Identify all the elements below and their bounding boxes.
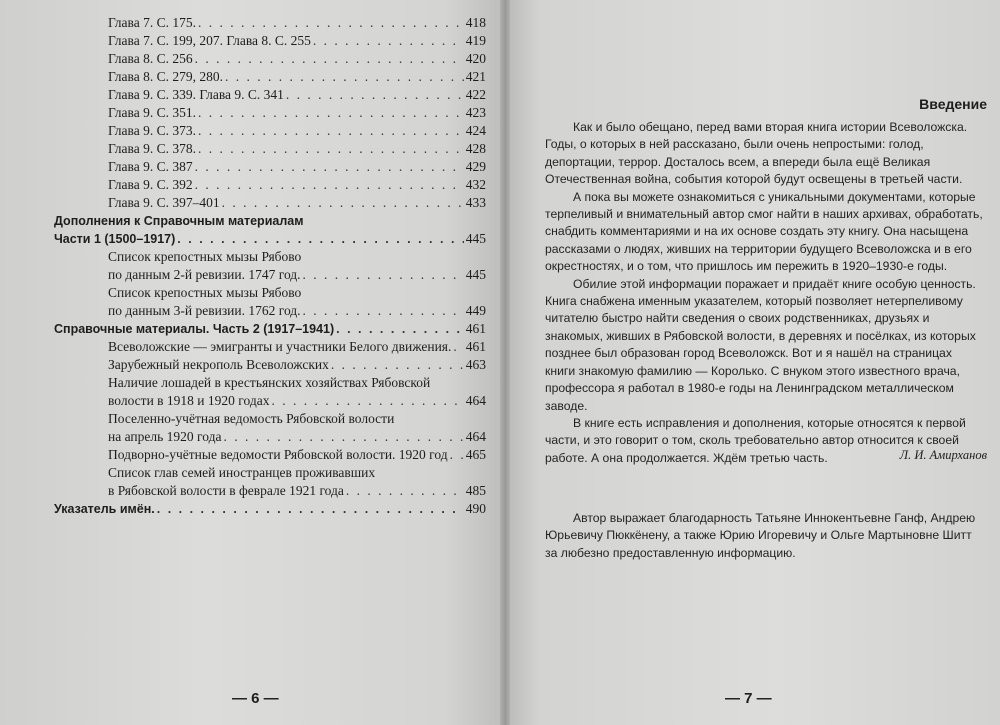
toc-entry-page: 461 xyxy=(465,321,486,336)
toc-entry-page: 465 xyxy=(465,447,486,462)
toc-entry-page: 418 xyxy=(465,15,486,30)
toc-entry xyxy=(54,158,486,176)
toc-entry-page: 464 xyxy=(465,393,486,408)
toc-leader-dots xyxy=(157,500,464,518)
toc-entry-title: Глава 9. С. 378. xyxy=(108,141,196,156)
toc-entry xyxy=(54,32,486,50)
right-page xyxy=(505,0,1000,725)
toc-entry-page: 461 xyxy=(465,339,486,354)
toc-leader-dots xyxy=(195,176,464,194)
toc-entry-title: Глава 9. С. 387 xyxy=(108,159,193,174)
toc-entry-title: Глава 7. С. 175. xyxy=(108,15,196,30)
toc-entry-title: Подворно-учётные ведомости Рябовской волости. 1920 год xyxy=(108,447,448,462)
toc-entry xyxy=(54,392,486,410)
toc-entry xyxy=(54,68,486,86)
toc-entry-page: 420 xyxy=(465,51,486,66)
toc-entry-title: Зарубежный некрополь Всеволожских xyxy=(108,357,329,372)
toc-leader-dots xyxy=(225,68,464,86)
toc-entry xyxy=(54,86,486,104)
toc-entry-title: в Рябовской волости в феврале 1921 года xyxy=(108,483,344,498)
toc-entry-page: 432 xyxy=(465,177,486,192)
toc-leader-dots xyxy=(222,194,464,212)
toc-leader-dots xyxy=(303,302,464,320)
toc-entry xyxy=(54,230,486,248)
toc-entry-page: 428 xyxy=(465,141,486,156)
toc-entry-title: Глава 9. С. 351. xyxy=(108,105,196,120)
toc-entry-title: Список крепостных мызы Рябово xyxy=(108,249,302,264)
toc-leader-dots xyxy=(195,158,464,176)
toc-entry xyxy=(54,464,486,482)
toc-entry xyxy=(54,446,486,464)
toc-entry-title: Части 1 (1500–1917) xyxy=(54,232,176,246)
intro-paragraph: В книге есть исправления и дополнения, которые относятся к первой части, и это говорит о том, сколь требовательно автор относится к своей работе. А она продолжается. Ждём третью часть. xyxy=(545,415,966,465)
toc-entry-page: 421 xyxy=(465,69,486,84)
toc-leader-dots xyxy=(346,482,464,500)
toc-entry xyxy=(54,374,486,392)
toc-leader-dots xyxy=(177,230,463,248)
toc-leader-dots xyxy=(336,320,464,338)
toc-entry-title: Указатель имён. xyxy=(54,502,155,516)
toc-entry xyxy=(54,212,486,230)
toc-leader-dots xyxy=(313,32,464,50)
toc-entry-page: 445 xyxy=(465,231,486,246)
intro-paragraph: Как и было обещано, перед вами вторая книга истории Всеволожска. Годы, о которых в ней рассказано, были очень непростыми: голод, депортации, террор. Досталось всем, а впереди была ещё Великая Отечественная война, события которой будут освещены в третьей части. xyxy=(545,120,968,187)
toc-entry xyxy=(54,284,486,302)
toc-entry-title: по данным 2-й ревизии. 1747 год. xyxy=(108,267,301,282)
toc-entry-page: 463 xyxy=(465,357,486,372)
toc-leader-dots xyxy=(303,266,464,284)
toc-entry-title: Глава 9. С. 397–401 xyxy=(108,195,220,210)
toc-entry xyxy=(54,338,486,356)
toc-leader-dots xyxy=(450,446,464,464)
toc-entry-title: Глава 9. С. 339. Глава 9. С. 341 xyxy=(108,87,284,102)
toc-entry-page: 419 xyxy=(465,33,486,48)
toc-entry-page: 490 xyxy=(465,501,486,516)
toc-leader-dots xyxy=(286,86,464,104)
intro-body xyxy=(545,119,983,467)
toc-entry xyxy=(54,50,486,68)
acknowledgement-text: Автор выражает благодарность Татьяне Иннокентьевне Ганф, Андрею Юрьевичу Пюккёнену, а также Юрию Игоревичу и Ольге Мартыновне Шитт за любезно предоставленную информацию. xyxy=(545,511,976,560)
toc-entry xyxy=(54,482,486,500)
table-of-contents xyxy=(54,14,486,518)
toc-entry-page: 485 xyxy=(465,483,486,498)
book-gutter xyxy=(500,0,510,725)
toc-entry-title: Справочные материалы. Часть 2 (1917–1941) xyxy=(54,322,335,336)
toc-entry-title: Всеволожские — эмигранты и участники Белого движения. xyxy=(108,339,452,354)
toc-entry-page: 422 xyxy=(465,87,486,102)
intro-signature: Л. И. Амирханов xyxy=(899,448,987,462)
toc-entry-title: Наличие лошадей в крестьянских хозяйствах Рябовской xyxy=(108,375,431,390)
toc-leader-dots xyxy=(453,338,463,356)
toc-leader-dots xyxy=(271,392,463,410)
right-page-number: — 7 — xyxy=(725,690,772,707)
toc-entry-title: Глава 9. С. 392 xyxy=(108,177,193,192)
toc-entry-title: Глава 9. С. 373. xyxy=(108,123,196,138)
toc-entry xyxy=(54,122,486,140)
toc-entry-page: 464 xyxy=(465,429,486,444)
toc-leader-dots xyxy=(223,428,463,446)
toc-entry-title: по данным 3-й ревизии. 1762 год. xyxy=(108,303,301,318)
toc-entry-page: 449 xyxy=(465,303,486,318)
toc-leader-dots xyxy=(331,356,464,374)
toc-entry-title: Глава 8. С. 279, 280. xyxy=(108,69,223,84)
toc-entry xyxy=(54,428,486,446)
toc-leader-dots xyxy=(195,50,464,68)
toc-entry xyxy=(54,410,486,428)
intro-paragraph: Обилие этой информации поражает и придаёт книге особую ценность. Книга снабжена именным указателем, который позволяет нетерпеливому читателю быстро найти сведения о своих родственниках, друзьях и знакомых, живших в Рябовской волости, в деревнях и посёлках, из которых позднее был образован город Всеволожск. Вот и я нашёл на страницах книги знакомую фамилию — Королько. С внуком этого известного врача, профессора я работал в 1980-е годы на Ленинградском металлическом заводе. xyxy=(545,276,976,413)
intro-title: Введение xyxy=(919,96,987,112)
toc-entry xyxy=(54,500,486,518)
toc-entry-page: 433 xyxy=(465,195,486,210)
toc-entry-page: 445 xyxy=(465,267,486,282)
toc-entry-title: Список глав семей иностранцев проживавших xyxy=(108,465,376,480)
toc-entry xyxy=(54,248,486,266)
toc-entry-title: Дополнения к Справочным материалам xyxy=(54,214,304,228)
toc-entry xyxy=(54,356,486,374)
toc-entry xyxy=(54,104,486,122)
toc-entry xyxy=(54,194,486,212)
intro-paragraph: А пока вы можете ознакомиться с уникальными документами, которые терпеливый и внимательный автор смог найти в наших архивах, обработать, снабдить комментариями и на их основе создать эту книгу. Она насыщена рассказами о людях, живших на территории будущего Всеволожска и в его окрестностях, и о том, что пришлось им пережить в 1920–1930-е годы. xyxy=(545,189,983,274)
toc-entry-page: 429 xyxy=(465,159,486,174)
toc-entry xyxy=(54,302,486,320)
toc-entry-title: Глава 8. С. 256 xyxy=(108,51,193,66)
toc-leader-dots xyxy=(198,140,464,158)
toc-leader-dots xyxy=(198,122,464,140)
toc-entry-title: на апрель 1920 года xyxy=(108,429,222,444)
toc-entry-page: 424 xyxy=(465,123,486,138)
toc-entry-title: Глава 7. С. 199, 207. Глава 8. С. 255 xyxy=(108,33,311,48)
toc-entry xyxy=(54,140,486,158)
toc-entry xyxy=(54,320,486,338)
left-page-number: — 6 — xyxy=(232,690,279,707)
toc-entry xyxy=(54,176,486,194)
toc-entry-page: 423 xyxy=(465,105,486,120)
toc-entry xyxy=(54,266,486,284)
toc-entry-title: волости в 1918 и 1920 годах xyxy=(108,393,270,408)
toc-entry xyxy=(54,14,486,32)
toc-leader-dots xyxy=(198,14,464,32)
toc-leader-dots xyxy=(198,104,464,122)
toc-entry-title: Список крепостных мызы Рябово xyxy=(108,285,302,300)
toc-entry-title: Поселенно-учётная ведомость Рябовской волости xyxy=(108,411,395,426)
